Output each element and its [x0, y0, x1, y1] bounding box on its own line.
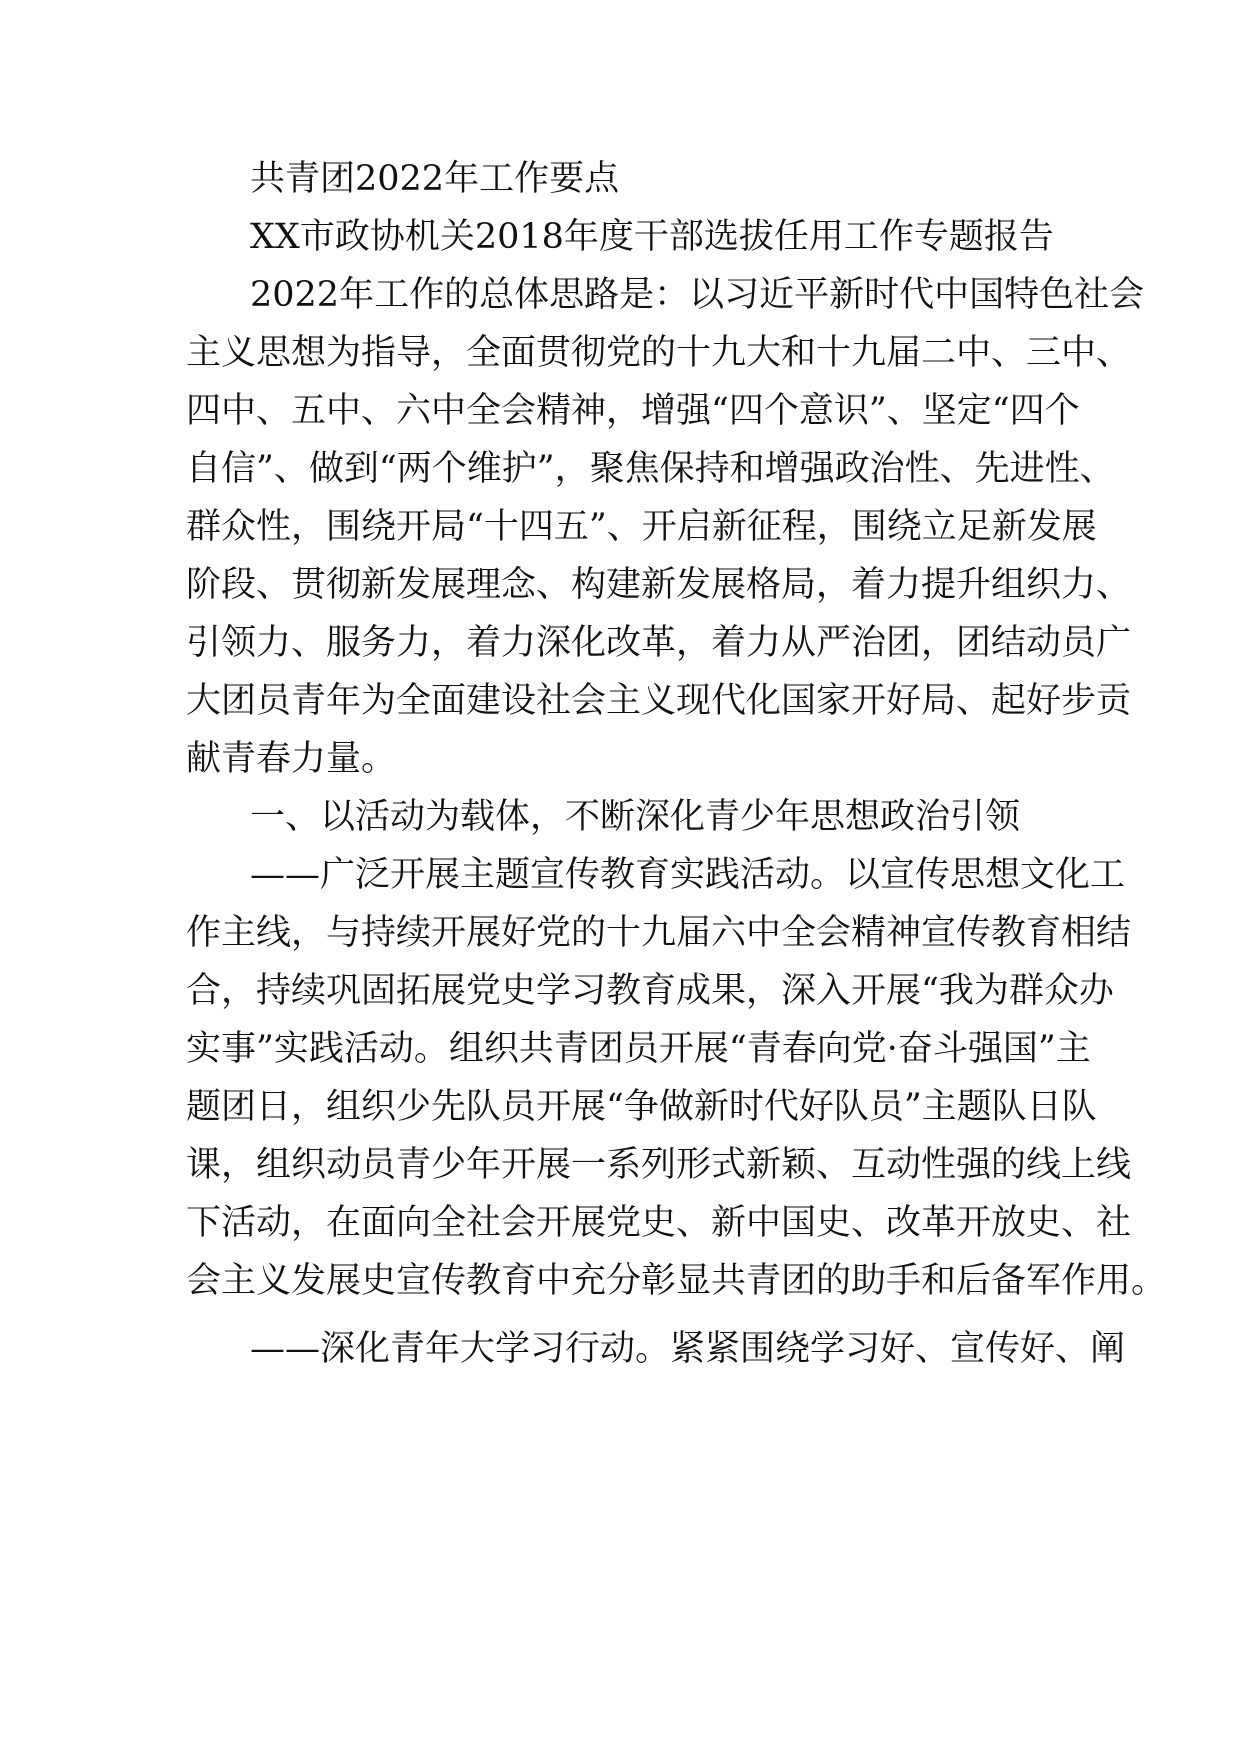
paragraph-3-line: ——深化青年大学习行动。紧紧围绕学习好、宣传好、阐: [250, 1329, 1126, 1369]
paragraph-2-line: 下活动，在面向全社会开展党史、新中国史、改革开放史、社: [186, 1203, 1132, 1243]
paragraph-2-line: 会主义发展史宣传教育中充分彰显共青团的助手和后备军作用。: [186, 1261, 1167, 1301]
paragraph-1-line: 四中、五中、六中全会精神，增强“四个意识”、坚定“四个: [186, 391, 1080, 431]
paragraph-1-line: 自信”、做到“两个维护”，聚焦保持和增强政治性、先进性、: [186, 449, 1115, 489]
section-1-heading: 一、以活动为载体，不断深化青少年思想政治引领: [250, 797, 1021, 837]
paragraph-2-line: ——广泛开展主题宣传教育实践活动。以宣传思想文化工: [250, 855, 1126, 895]
paragraph-2-line: 课，组织动员青少年开展一系列形式新颖、互动性强的线上线: [186, 1145, 1132, 1185]
document-subtitle: XX市政协机关2018年度干部选拔任用工作专题报告: [250, 217, 1054, 257]
paragraph-1-line: 阶段、贯彻新发展理念、构建新发展格局，着力提升组织力、: [186, 565, 1132, 605]
paragraph-2-line: 题团日，组织少先队员开展“争做新时代好队员”主题队日队: [186, 1087, 1097, 1127]
paragraph-1-line: 主义思想为指导，全面贯彻党的十九大和十九届二中、三中、: [186, 333, 1132, 373]
paragraph-1-line: 群众性，围绕开局“十四五”、开启新征程，围绕立足新发展: [186, 507, 1097, 547]
paragraph-1-line: 献青春力量。: [186, 739, 397, 779]
paragraph-1-line: 引领力、服务力，着力深化改革，着力从严治团，团结动员广: [186, 623, 1132, 663]
paragraph-2-line: 作主线，与持续开展好党的十九届六中全会精神宣传教育相结: [186, 913, 1132, 953]
document-title: 共青团2022年工作要点: [250, 159, 620, 199]
paragraph-2-line: 实事”实践活动。组织共青团员开展“青春向党·奋斗强国”主: [186, 1029, 1091, 1069]
paragraph-1-line: 大团员青年为全面建设社会主义现代化国家开好局、起好步贡: [186, 681, 1132, 721]
paragraph-1-line: 2022年工作的总体思路是：以习近平新时代中国特色社会: [250, 275, 1145, 315]
paragraph-2-line: 合，持续巩固拓展党史学习教育成果，深入开展“我为群众办: [186, 971, 1114, 1011]
